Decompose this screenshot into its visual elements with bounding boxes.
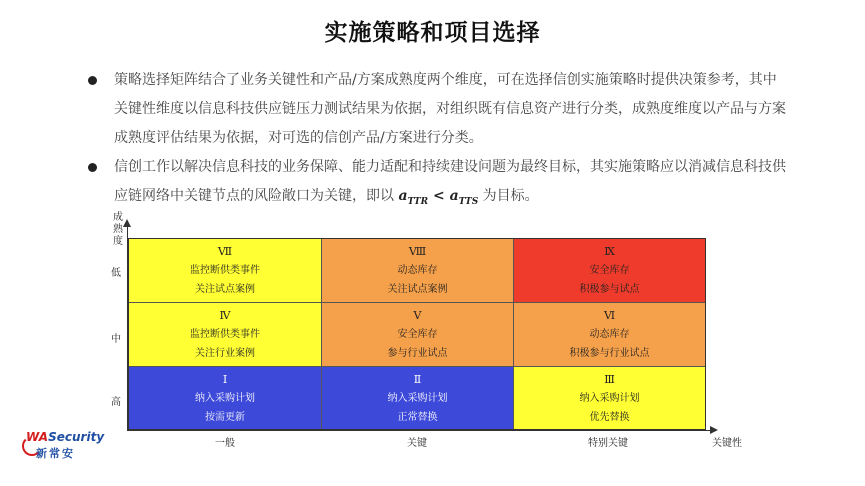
cell-roman: Ⅵ bbox=[603, 309, 616, 322]
cell-line2: 关注行业案例 bbox=[195, 348, 255, 359]
cell-line2: 正常替换 bbox=[397, 411, 438, 423]
cell-line2: 优先替换 bbox=[589, 411, 630, 423]
matrix-cell-2-3 bbox=[514, 303, 705, 367]
cell-line2: 按需更新 bbox=[205, 411, 245, 423]
y-tick-mid: 中 bbox=[111, 334, 121, 345]
bullet-dot-icon bbox=[88, 163, 97, 172]
wasecurity-logo bbox=[22, 430, 105, 464]
math-less-than: < bbox=[428, 188, 450, 204]
matrix-cell-3-1 bbox=[129, 367, 322, 429]
matrix-cell-3-2 bbox=[322, 367, 514, 429]
logo-sub: 新常安 bbox=[36, 447, 75, 460]
cell-line2: 关注试点案例 bbox=[195, 284, 255, 295]
cell-line1: 纳入采购计划 bbox=[579, 392, 640, 404]
cell-roman: Ⅸ bbox=[604, 245, 615, 258]
cell-line1: 安全库存 bbox=[589, 265, 630, 276]
bullet-text-2: 信创工作以解决信息科技的业务保障、能力适配和持续建设问题为最终目标，其实施策略应以消减信息科技供应链网络中关键节点的风险敞口为关键，即以 bbox=[114, 159, 786, 204]
y-tick-low: 低 bbox=[111, 268, 121, 279]
x-tick-general: 一般 bbox=[215, 438, 235, 449]
cell-line1: 纳入采购计划 bbox=[195, 392, 255, 404]
cell-line1: 监控断供类事件 bbox=[190, 329, 260, 340]
matrix-cell-1-2 bbox=[322, 239, 514, 303]
bullet-list bbox=[88, 66, 788, 217]
cell-line2: 关注试点案例 bbox=[387, 284, 448, 295]
bullet-item-2 bbox=[88, 153, 788, 217]
logo-brand: WASecurity bbox=[26, 430, 105, 444]
bullet-dot-icon bbox=[88, 76, 97, 85]
matrix-cell-2-1 bbox=[129, 303, 322, 367]
cell-line2: 积极参与试点 bbox=[579, 284, 640, 295]
matrix-cell-1-3 bbox=[514, 239, 705, 303]
matrix-cell-2-2 bbox=[322, 303, 514, 367]
cell-roman: Ⅲ bbox=[604, 372, 615, 386]
x-axis-arrow-icon bbox=[710, 426, 718, 434]
bullet-text-1: 策略选择矩阵结合了业务关键性和产品/方案成熟度两个维度，可在选择信创实施策略时提供决策参考，其中关键性维度以信息科技供应链压力测试结果为依据，对组织既有信息资产进行分类，成熟度维度以产品与方案成熟度评估结果为依据，对可选的信创产品/方案进行分类。 bbox=[114, 72, 786, 146]
matrix-cell-3-3 bbox=[514, 367, 705, 429]
cell-line2: 参与行业试点 bbox=[387, 348, 448, 359]
cell-line1: 动态库存 bbox=[397, 265, 438, 276]
bullet-text-2-end: 为目标。 bbox=[478, 188, 539, 204]
cell-roman: Ⅴ bbox=[413, 309, 422, 322]
cell-roman: Ⅱ bbox=[413, 372, 422, 386]
y-tick-high: 高 bbox=[111, 397, 121, 408]
cell-line2: 积极参与行业试点 bbox=[569, 348, 650, 359]
cell-line1: 动态库存 bbox=[589, 329, 630, 340]
cell-roman: Ⅷ bbox=[408, 245, 427, 258]
x-axis-label: 关键性 bbox=[712, 438, 742, 449]
matrix-cell-1-1 bbox=[129, 239, 322, 303]
cell-roman: Ⅳ bbox=[219, 309, 231, 322]
cell-roman: Ⅰ bbox=[222, 372, 228, 386]
bullet-item-1 bbox=[88, 66, 788, 153]
cell-roman: Ⅶ bbox=[217, 245, 233, 258]
cell-line1: 纳入采购计划 bbox=[387, 392, 448, 404]
x-tick-key: 关键 bbox=[407, 438, 427, 449]
x-tick-very-key: 特别关键 bbox=[588, 438, 628, 449]
x-axis-line bbox=[127, 430, 712, 431]
strategy-matrix bbox=[128, 238, 706, 430]
math-a-tts: $a_{TTS}$ bbox=[449, 188, 479, 207]
cell-line1: 安全库存 bbox=[397, 329, 438, 340]
math-a-ttr: $a_{TTR}$ bbox=[398, 188, 429, 207]
cell-line1: 监控断供类事件 bbox=[190, 265, 260, 276]
y-axis-label: 成熟度 bbox=[113, 212, 123, 247]
page-title: 实施策略和项目选择 bbox=[324, 20, 541, 46]
